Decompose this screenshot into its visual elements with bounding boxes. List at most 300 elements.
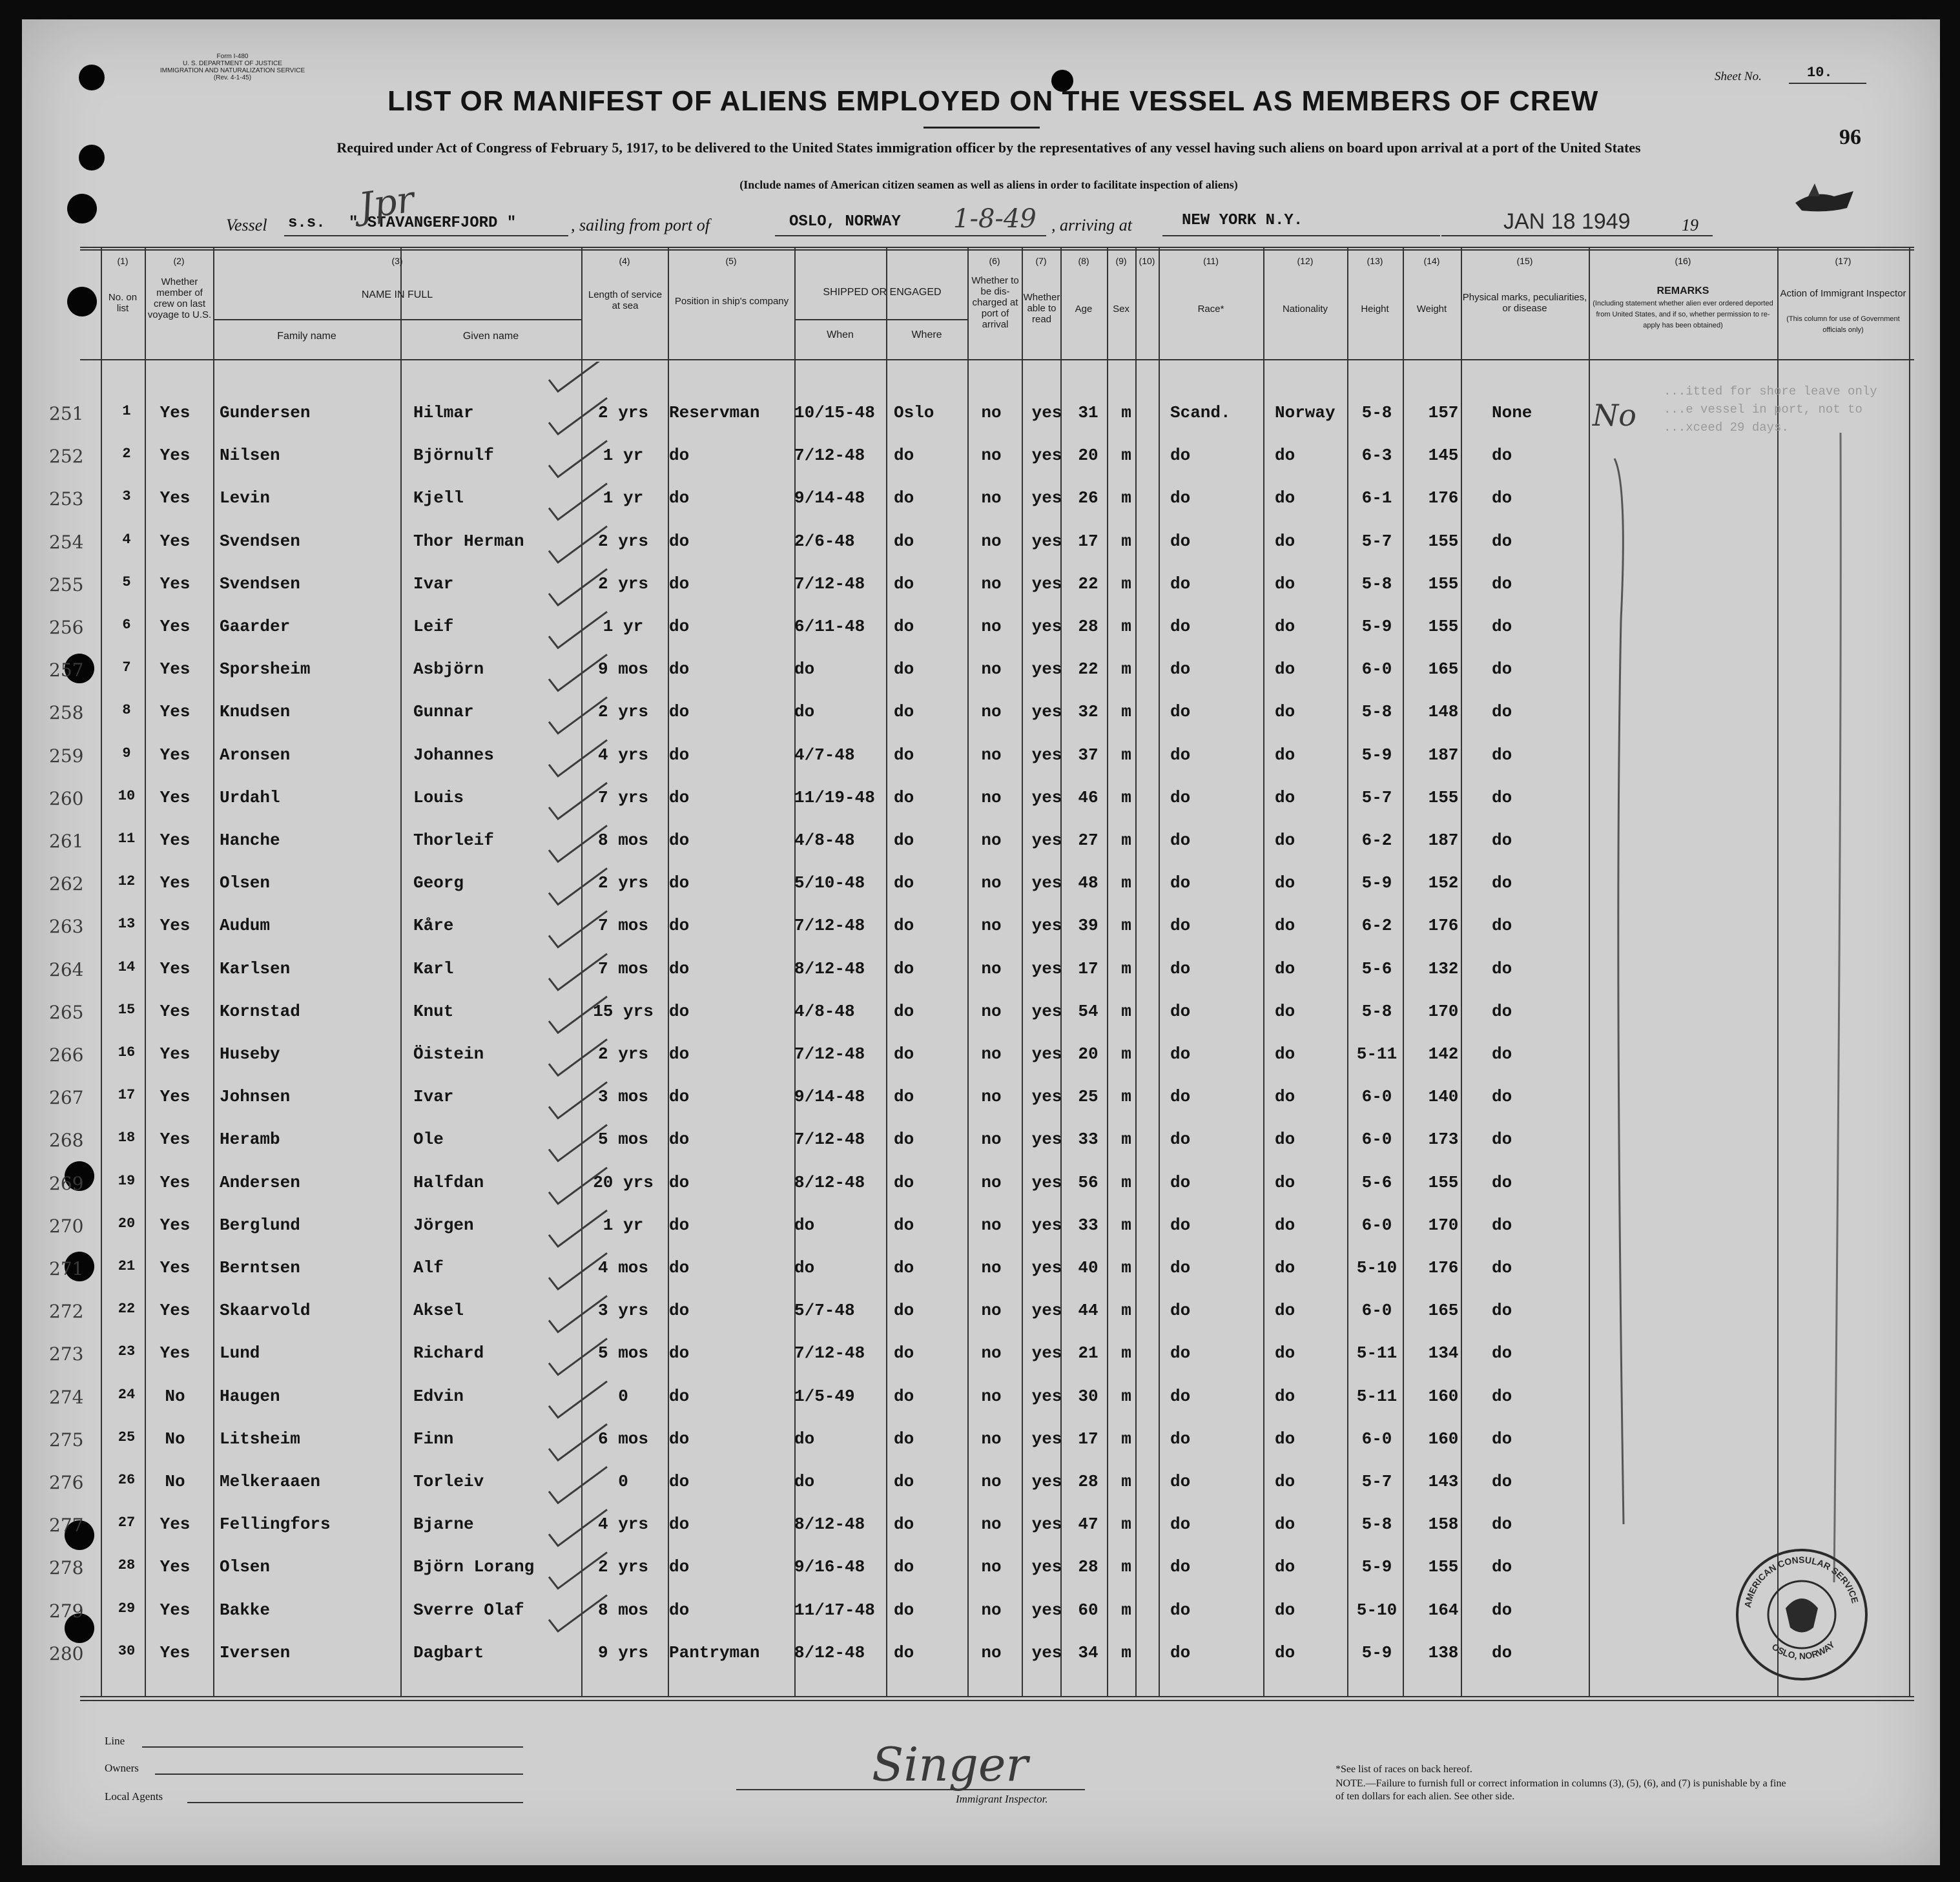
cell-margin: 255	[49, 574, 84, 595]
cell-position: do	[669, 531, 690, 551]
cell-when: 9/14-48	[794, 1087, 865, 1107]
cell-sex: m	[1121, 1001, 1131, 1021]
cell-when: 9/14-48	[794, 488, 865, 508]
cell-age: 32	[1078, 702, 1099, 722]
cell-no: 21	[118, 1258, 136, 1274]
cell-no: 24	[118, 1386, 136, 1403]
header-age: Age	[1075, 304, 1093, 315]
cell-phys: do	[1492, 574, 1512, 594]
cell-height: 6-1	[1361, 488, 1392, 508]
cell-service: 5 mos	[597, 1343, 648, 1363]
cell-height: 6-0	[1361, 1215, 1392, 1235]
cell-sex: m	[1121, 745, 1131, 765]
cell-where: do	[894, 1301, 914, 1321]
cell-phys: do	[1492, 831, 1512, 850]
cell-phys: do	[1492, 1600, 1512, 1620]
cell-phys: do	[1492, 617, 1512, 636]
department-name: U. S. DEPARTMENT OF JUSTICE	[183, 60, 282, 67]
cell-age: 46	[1078, 787, 1099, 807]
ship-doodle-icon	[1789, 177, 1866, 222]
cell-phys: do	[1492, 1515, 1512, 1535]
cell-no: 14	[118, 958, 136, 975]
header-position: Position in ship's company	[674, 296, 789, 307]
cell-when: 10/15-48	[794, 403, 875, 422]
cell-margin: 270	[49, 1215, 84, 1237]
cell-nat: do	[1275, 1172, 1295, 1192]
cell-age: 37	[1078, 745, 1099, 765]
cell-where: do	[894, 1044, 914, 1064]
cell-crew: Yes	[160, 958, 191, 978]
cell-age: 60	[1078, 1600, 1099, 1620]
stamp-top-text: AMERICAN CONSULAR SERVICE	[1742, 1554, 1861, 1609]
cell-nat: do	[1275, 702, 1295, 722]
arrival-date-stamp: JAN 18 1949	[1503, 209, 1631, 234]
cell-no: 23	[118, 1343, 136, 1360]
column-number: (3)	[391, 256, 403, 266]
cell-age: 20	[1078, 446, 1099, 466]
cell-where: do	[894, 916, 914, 936]
cell-age: 21	[1078, 1343, 1099, 1363]
cell-service: 7 mos	[597, 958, 648, 978]
cell-margin: 277	[49, 1515, 84, 1536]
cell-disch: no	[981, 1386, 1002, 1406]
cell-read: yes	[1031, 1642, 1062, 1662]
cell-position: do	[669, 916, 690, 936]
cell-family: Fellingfors	[220, 1515, 331, 1535]
cell-service: 4 mos	[597, 1258, 648, 1277]
cell-service: 2 yrs	[597, 531, 648, 551]
remarks-faded-note: ...itted for shore leave only ...e vessel in port, not to ...xceed 29 days.	[1664, 384, 1877, 435]
cell-nat: do	[1275, 1600, 1295, 1620]
cell-read: yes	[1031, 1429, 1062, 1449]
cell-margin: 269	[49, 1172, 84, 1194]
cell-given: Dagbart	[413, 1642, 484, 1662]
cell-no: 3	[122, 488, 131, 505]
cell-nat: do	[1275, 531, 1295, 551]
cell-when: 6/11-48	[794, 617, 865, 636]
cell-weight: 143	[1428, 1472, 1459, 1491]
cell-sex: m	[1121, 488, 1131, 508]
cell-position: do	[669, 787, 690, 807]
cell-height: 5-7	[1361, 1472, 1392, 1491]
cell-where: do	[894, 1172, 914, 1192]
cell-family: Bakke	[220, 1600, 271, 1620]
cell-margin: 263	[49, 916, 84, 938]
cell-phys: do	[1492, 958, 1512, 978]
cell-crew: Yes	[160, 617, 191, 636]
act-subtitle: Required under Act of Congress of February 5, 1917, to be delivered to the United States immigration officer by the representatives of any vessel having such aliens on board upon arrival at a port of the United States	[336, 140, 1641, 156]
cell-race: do	[1170, 702, 1191, 722]
cell-nat: do	[1275, 1301, 1295, 1321]
cell-phys: do	[1492, 531, 1512, 551]
service-name: IMMIGRATION AND NATURALIZATION SERVICE	[160, 67, 305, 74]
check-mark	[549, 362, 607, 391]
cell-sex: m	[1121, 1172, 1131, 1192]
sheet-number-rule	[1789, 83, 1866, 84]
cell-weight: 155	[1428, 617, 1459, 636]
cell-position: do	[669, 1087, 690, 1107]
cell-disch: no	[981, 574, 1002, 594]
vessel-rule	[284, 235, 568, 236]
cell-read: yes	[1031, 958, 1062, 978]
cell-weight: 158	[1428, 1515, 1459, 1535]
cell-read: yes	[1031, 1001, 1062, 1021]
cell-race: do	[1170, 1172, 1191, 1192]
cell-margin: 254	[49, 531, 84, 553]
cell-race: do	[1170, 1087, 1191, 1107]
cell-race: do	[1170, 787, 1191, 807]
cell-sex: m	[1121, 1557, 1131, 1577]
cell-crew: Yes	[160, 873, 191, 893]
cell-given: Georg	[413, 873, 464, 893]
cell-age: 56	[1078, 1172, 1099, 1192]
cell-position: do	[669, 702, 690, 722]
cell-age: 54	[1078, 1001, 1099, 1021]
cell-race: do	[1170, 446, 1191, 466]
cell-height: 6-2	[1361, 916, 1392, 936]
cell-disch: no	[981, 1044, 1002, 1064]
cell-service: 3 mos	[597, 1087, 648, 1107]
cell-age: 30	[1078, 1386, 1099, 1406]
cell-read: yes	[1031, 1600, 1062, 1620]
check-mark	[549, 484, 607, 520]
cell-given: Halfdan	[413, 1172, 484, 1192]
cell-service: 7 mos	[597, 916, 648, 936]
cell-disch: no	[981, 531, 1002, 551]
cell-family: Sporsheim	[220, 659, 311, 679]
sailing-rule	[775, 235, 1046, 236]
cell-sex: m	[1121, 659, 1131, 679]
cell-margin: 262	[49, 873, 84, 895]
cell-race: do	[1170, 1215, 1191, 1235]
cell-service: 9 mos	[597, 659, 648, 679]
header-no-on-list: No. on list	[108, 292, 138, 314]
penalty-note: NOTE.—Failure to furnish full or correct information in columns (3), (5), (6), and (7) is punishable by a fine of ten dollars for each alien. See other side.	[1336, 1778, 1786, 1802]
cell-crew: Yes	[160, 1172, 191, 1192]
cell-where: do	[894, 446, 914, 466]
cell-height: 5-7	[1361, 531, 1392, 551]
inspector-rule	[736, 1789, 1085, 1790]
cell-service: 1 yr	[603, 488, 644, 508]
check-mark	[549, 526, 607, 563]
header-crew-member: Whether member of crew on last voyage to U.S.	[147, 276, 212, 320]
cell-read: yes	[1031, 873, 1062, 893]
cell-age: 28	[1078, 1557, 1099, 1577]
column-number: (15)	[1516, 256, 1533, 266]
vessel-prefix: s.s.	[288, 214, 325, 232]
check-mark	[549, 1210, 607, 1246]
check-mark	[549, 911, 607, 947]
header-name-in-full: NAME IN FULL	[361, 289, 433, 300]
cell-when: do	[794, 702, 815, 722]
cell-margin: 253	[49, 488, 84, 510]
check-mark	[549, 954, 607, 990]
cell-when: 5/10-48	[794, 873, 865, 893]
cell-family: Olsen	[220, 873, 271, 893]
cell-crew: No	[165, 1472, 185, 1491]
arriving-rule	[1162, 235, 1440, 236]
cell-when: 8/12-48	[794, 1172, 865, 1192]
column-number: (5)	[725, 256, 737, 266]
cell-family: Iversen	[220, 1642, 291, 1662]
cell-given: Finn	[413, 1429, 454, 1449]
check-mark	[549, 997, 607, 1033]
cell-crew: Yes	[160, 574, 191, 594]
inspector-signature: Singer	[872, 1737, 1028, 1792]
vessel-name: " STAVANGERFJORD "	[349, 214, 517, 232]
cell-read: yes	[1031, 1044, 1062, 1064]
cell-phys: do	[1492, 1130, 1512, 1150]
cell-family: Gaarder	[220, 617, 291, 636]
year-label: 19	[1682, 216, 1698, 234]
cell-phys: do	[1492, 1429, 1512, 1449]
cell-nat: do	[1275, 617, 1295, 636]
column-number: (2)	[173, 256, 185, 266]
cell-position: do	[669, 1600, 690, 1620]
cell-when: 7/12-48	[794, 1343, 865, 1363]
cell-position: do	[669, 488, 690, 508]
check-mark	[549, 783, 607, 819]
cell-where: do	[894, 574, 914, 594]
cell-read: yes	[1031, 1343, 1062, 1363]
cell-nat: do	[1275, 1215, 1295, 1235]
sheet-number-label	[1715, 70, 1762, 84]
cell-position: do	[669, 1301, 690, 1321]
cell-given: Sverre Olaf	[413, 1600, 524, 1620]
cell-family: Lund	[220, 1343, 260, 1363]
cell-when: do	[794, 1258, 815, 1277]
check-mark	[549, 1553, 607, 1589]
cell-when: 11/17-48	[794, 1600, 875, 1620]
cell-weight: 165	[1428, 1301, 1459, 1321]
cell-sex: m	[1121, 1642, 1131, 1662]
check-mark	[549, 1168, 607, 1204]
cell-race: do	[1170, 873, 1191, 893]
cell-where: do	[894, 1600, 914, 1620]
cell-nat: Norway	[1275, 403, 1336, 422]
header-bottom-rule	[80, 359, 1914, 360]
cell-no: 20	[118, 1215, 136, 1232]
cell-margin: 271	[49, 1258, 84, 1279]
cell-disch: no	[981, 1258, 1002, 1277]
cell-given: Aksel	[413, 1301, 464, 1321]
include-note: (Include names of American citizen seamen as well as aliens in order to facilitate inspection of aliens)	[739, 178, 1238, 191]
column-number: (1)	[117, 256, 129, 266]
cell-where: do	[894, 1130, 914, 1150]
arriving-port: NEW YORK N.Y.	[1182, 212, 1303, 229]
cell-service: 1 yr	[603, 446, 644, 466]
cell-position: do	[669, 617, 690, 636]
cell-given: Karl	[413, 958, 454, 978]
cell-position: do	[669, 1044, 690, 1064]
cell-phys: do	[1492, 659, 1512, 679]
consular-stamp-icon	[1731, 1544, 1873, 1686]
cell-height: 6-0	[1361, 659, 1392, 679]
cell-disch: no	[981, 403, 1002, 422]
check-mark	[549, 1339, 607, 1375]
cell-sex: m	[1121, 1343, 1131, 1363]
header-action-sub: (This column for use of Government officials only)	[1786, 315, 1900, 334]
cell-height: 5-6	[1361, 1172, 1392, 1192]
check-mark	[549, 1253, 607, 1289]
cell-no: 1	[122, 403, 131, 419]
tally-checkmarks	[536, 362, 704, 1692]
cell-read: yes	[1031, 916, 1062, 936]
cell-phys: do	[1492, 1044, 1512, 1064]
cell-age: 20	[1078, 1044, 1099, 1064]
header-weight: Weight	[1416, 304, 1447, 315]
cell-no: 19	[118, 1172, 136, 1189]
cell-no: 8	[122, 702, 131, 719]
cell-nat: do	[1275, 958, 1295, 978]
cell-weight: 152	[1428, 873, 1459, 893]
cell-read: yes	[1031, 1215, 1062, 1235]
sheet-number: 10.	[1807, 65, 1833, 81]
cell-race: do	[1170, 1301, 1191, 1321]
cell-given: Johannes	[413, 745, 494, 765]
cell-where: Oslo	[894, 403, 934, 422]
column-number: (4)	[619, 256, 630, 266]
cell-service: 1 yr	[603, 617, 644, 636]
cell-age: 40	[1078, 1258, 1099, 1277]
cell-crew: Yes	[160, 916, 191, 936]
cell-no: 4	[122, 531, 131, 548]
cell-position: do	[669, 1172, 690, 1192]
cell-no: 18	[118, 1130, 136, 1146]
cell-family: Johnsen	[220, 1087, 291, 1107]
cell-no: 5	[122, 574, 131, 590]
cell-sex: m	[1121, 916, 1131, 936]
cell-when: 7/12-48	[794, 446, 865, 466]
cell-phys: do	[1492, 1642, 1512, 1662]
header-remarks: REMARKS	[1656, 285, 1709, 296]
cell-read: yes	[1031, 1301, 1062, 1321]
cell-margin: 265	[49, 1001, 84, 1023]
cell-weight: 148	[1428, 702, 1459, 722]
cell-family: Litsheim	[220, 1429, 300, 1449]
cell-where: do	[894, 702, 914, 722]
cell-where: do	[894, 1258, 914, 1277]
column-number: (12)	[1297, 256, 1314, 266]
cell-age: 22	[1078, 659, 1099, 679]
cell-disch: no	[981, 1215, 1002, 1235]
cell-when: 11/19-48	[794, 787, 875, 807]
cell-when: 8/12-48	[794, 1642, 865, 1662]
cell-given: Björn Lorang	[413, 1557, 535, 1577]
cell-where: do	[894, 1642, 914, 1662]
column-number: (13)	[1367, 256, 1383, 266]
stamp-bottom-text: OSLO, NORWAY	[1769, 1639, 1837, 1661]
cell-service: 7 yrs	[597, 787, 648, 807]
cell-race: do	[1170, 916, 1191, 936]
cell-read: yes	[1031, 574, 1062, 594]
cell-height: 5-10	[1356, 1258, 1398, 1277]
form-identifier	[123, 53, 342, 81]
cell-when: 1/5-49	[794, 1386, 855, 1406]
cell-sex: m	[1121, 958, 1131, 978]
cell-margin: 280	[49, 1642, 84, 1664]
cell-disch: no	[981, 446, 1002, 466]
cell-nat: do	[1275, 446, 1295, 466]
cell-given: Edvin	[413, 1386, 464, 1406]
cell-no: 16	[118, 1044, 136, 1060]
punch-hole	[67, 287, 97, 316]
cell-weight: 165	[1428, 659, 1459, 679]
cell-nat: do	[1275, 1386, 1295, 1406]
cell-where: do	[894, 1001, 914, 1021]
cell-position: do	[669, 958, 690, 978]
cell-when: do	[794, 1215, 815, 1235]
check-mark	[549, 1296, 607, 1332]
cell-when: 4/8-48	[794, 831, 855, 850]
cell-no: 13	[118, 916, 136, 933]
cell-age: 28	[1078, 1472, 1099, 1491]
cell-read: yes	[1031, 1258, 1062, 1277]
cell-family: Heramb	[220, 1130, 280, 1150]
cell-phys: do	[1492, 702, 1512, 722]
cell-crew: Yes	[160, 1642, 191, 1662]
cell-disch: no	[981, 659, 1002, 679]
cell-no: 7	[122, 659, 131, 676]
cell-crew: Yes	[160, 831, 191, 850]
cell-disch: no	[981, 1172, 1002, 1192]
cell-nat: do	[1275, 1087, 1295, 1107]
cell-where: do	[894, 531, 914, 551]
cell-given: Alf	[413, 1258, 444, 1277]
cell-no: 29	[118, 1600, 136, 1617]
check-mark	[549, 1595, 607, 1631]
races-footnote: *See list of races on back hereof.	[1336, 1764, 1472, 1775]
cell-nat: do	[1275, 873, 1295, 893]
inspector-label: Immigrant Inspector.	[956, 1793, 1048, 1805]
cell-disch: no	[981, 1001, 1002, 1021]
cell-given: Ivar	[413, 1087, 454, 1107]
cell-sex: m	[1121, 1386, 1131, 1406]
cell-weight: 160	[1428, 1386, 1459, 1406]
cell-phys: do	[1492, 1386, 1512, 1406]
cell-sex: m	[1121, 1472, 1131, 1491]
cell-service: 2 yrs	[597, 1557, 648, 1577]
cell-height: 6-2	[1361, 831, 1392, 850]
cell-given: Ole	[413, 1130, 444, 1150]
cell-service: 20 yrs	[593, 1172, 654, 1192]
table-top-rule	[80, 247, 1914, 248]
cell-height: 6-0	[1361, 1301, 1392, 1321]
remarks-pencil-line	[1602, 426, 1873, 1589]
cell-where: do	[894, 617, 914, 636]
check-mark	[549, 569, 607, 605]
cell-phys: do	[1492, 488, 1512, 508]
header-length-service: Length of service at sea	[588, 289, 663, 311]
column-number: (7)	[1035, 256, 1047, 266]
cell-nat: do	[1275, 659, 1295, 679]
cell-position: do	[669, 873, 690, 893]
header-height: Height	[1361, 304, 1389, 315]
cell-crew: Yes	[160, 1515, 191, 1535]
cell-crew: Yes	[160, 403, 191, 422]
cell-disch: no	[981, 1515, 1002, 1535]
cell-when: do	[794, 1429, 815, 1449]
punch-hole	[67, 194, 97, 223]
agents-rule	[187, 1802, 523, 1803]
cell-nat: do	[1275, 1343, 1295, 1363]
cell-given: Kåre	[413, 916, 454, 936]
cell-nat: do	[1275, 831, 1295, 850]
cell-read: yes	[1031, 1472, 1062, 1491]
cell-service: 3 yrs	[597, 1301, 648, 1321]
cell-no: 30	[118, 1642, 136, 1659]
cell-nat: do	[1275, 488, 1295, 508]
